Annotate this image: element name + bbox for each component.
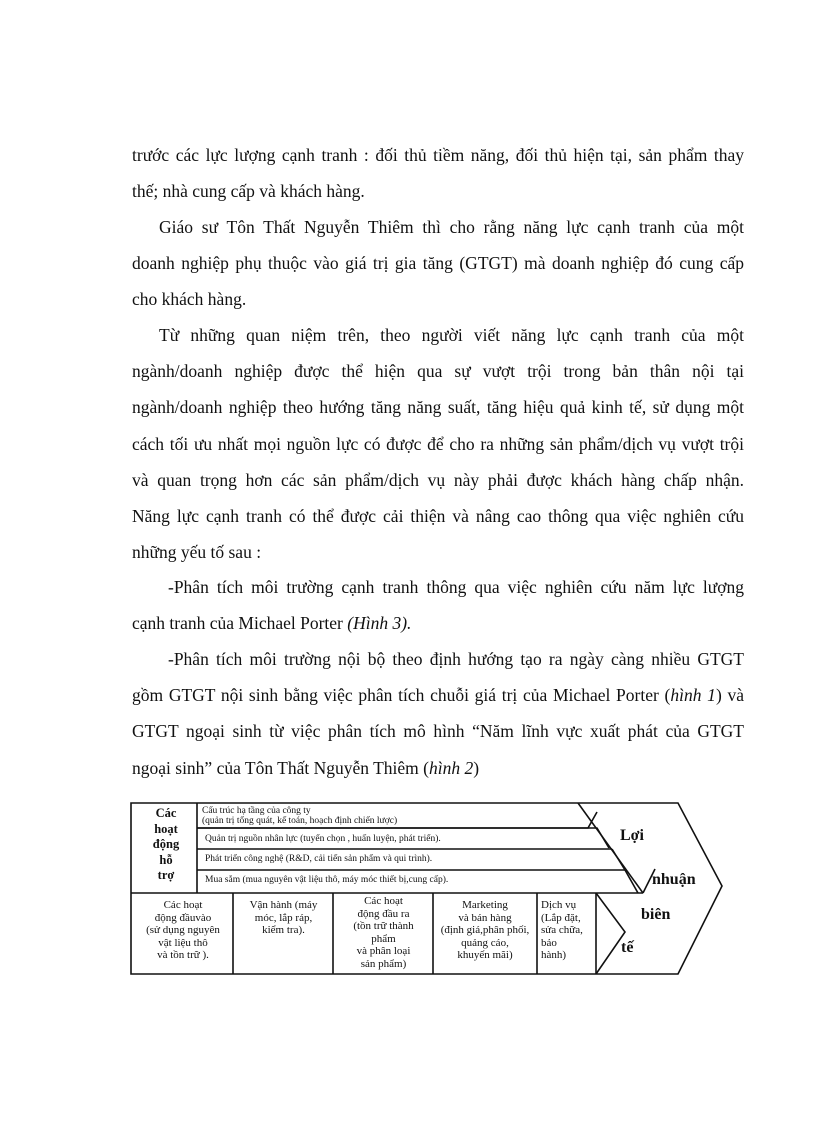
figure-reference: hình 2 <box>428 757 474 778</box>
cell-line: bảo <box>541 936 557 949</box>
header-word: hỗ <box>159 852 173 867</box>
cell-line: Các hoạt <box>163 899 203 911</box>
cell-line: Marketing <box>462 899 508 911</box>
header-word: trợ <box>157 868 175 882</box>
cell-line: Dịch vụ <box>541 899 577 911</box>
cell-line: hành) <box>541 949 567 961</box>
margin-word-nhuan: nhuận <box>652 871 696 888</box>
cell-line: và bán hàng <box>458 911 512 924</box>
text-line: những yếu tố sau : <box>132 542 262 563</box>
text-line: GTGT ngoại sinh từ việc phân tích mô hình “Năm lĩnh vực xuất phát của GTGT <box>132 721 744 742</box>
text-line: Từ những quan niệm trên, theo người viết năng lực cạnh tranh của một <box>159 325 744 345</box>
cell-line: Vận hành (máy <box>249 899 318 911</box>
text-line: và quan trọng hơn các sản phẩm/dịch vụ này phải được khách hàng chấp nhận. <box>132 469 744 490</box>
text-line: doanh nghiệp phụ thuộc vào giá trị gia tăng (GTGT) mà doanh nghiệp đó cung cấp <box>132 253 744 274</box>
row-line: (quản trị tổng quát, kế toán, hoạch định chiến lược) <box>202 816 398 826</box>
figure-reference: hình 1 <box>670 685 716 706</box>
cell-line: phẩm <box>371 932 396 945</box>
primary-inbound-logistics <box>133 899 233 962</box>
primary-service <box>541 899 597 962</box>
figure-reference: (Hình 3). <box>342 613 412 634</box>
cell-line: (sử dụng nguyên <box>146 924 220 936</box>
text-line: ngành/doanh nghiệp theo hướng tăng năng suất, tăng hiệu quả kinh tế, sử dụng một <box>132 397 744 418</box>
margin-word-bien: biên <box>641 906 671 923</box>
cell-line: sản phẩm) <box>360 957 407 970</box>
cell-line: động đầuvào <box>154 911 212 924</box>
cell-line: Các hoạt <box>364 895 403 907</box>
text-line: thế; nhà cung cấp và khách hàng. <box>132 181 365 202</box>
support-row-technology: Phát triển công nghệ (R&D, cải tiến sản phẩm và qui trình). <box>205 854 433 864</box>
cell-line: (định giá,phân phối, <box>440 924 530 936</box>
text-fragment: ) <box>473 757 480 778</box>
margin-word-te: tế <box>621 939 634 956</box>
support-row-infrastructure <box>202 806 397 826</box>
margin-word-loi: Lợi <box>620 827 644 844</box>
text-line: cho khách hàng. <box>132 289 247 310</box>
cell-line: động đầu ra <box>357 907 410 920</box>
header-word: Các <box>155 806 177 820</box>
header-word: hoạt <box>154 821 178 836</box>
text-line: Giáo sư Tôn Thất Nguyễn Thiêm thì cho rằng năng lực cạnh tranh của một <box>159 217 744 237</box>
text-line: cách tối ưu nhất mọi nguồn lực có được để cho ra những sản phẩm/dịch vụ vượt trội <box>132 433 744 454</box>
text-line: -Phân tích môi trường nội bộ theo định hướng tạo ra ngày càng nhiều GTGT <box>168 649 744 669</box>
text-line: Năng lực cạnh tranh có thể được cải thiện và nâng cao thông qua việc nghiên cứu <box>132 506 744 527</box>
text-fragment: ) và <box>715 685 744 706</box>
cell-line: và tồn trữ ). <box>157 949 209 961</box>
primary-outbound-logistics <box>334 895 433 973</box>
cell-line: sửa chữa, <box>541 924 583 936</box>
text-fragment: ngoại sinh” của Tôn Thất Nguyễn Thiêm ( <box>132 757 429 778</box>
primary-marketing-sales <box>432 899 538 962</box>
text-line: -Phân tích môi trường cạnh tranh thông qua việc nghiên cứu năm lực lượng <box>168 577 744 597</box>
cell-line: khuyến mãi) <box>457 949 513 961</box>
text-line: ngành/doanh nghiệp được thể hiện qua sự vượt trội trong bản thân nội tại <box>132 361 744 382</box>
cell-line: (tồn trữ thành <box>353 920 414 932</box>
cell-line: và phân loại <box>356 945 411 957</box>
cell-line: móc, lắp ráp, <box>254 911 313 924</box>
cell-line: kiểm tra). <box>262 924 305 936</box>
cell-line: (Lắp đặt, <box>541 911 581 924</box>
support-activities-header <box>136 806 196 884</box>
text-fragment: cạnh tranh của Michael Porter <box>132 613 343 634</box>
cell-line: quảng cáo, <box>461 936 509 949</box>
text-line: trước các lực lượng cạnh tranh : đối thủ tiềm năng, đối thủ hiện tại, sản phẩm thay <box>132 145 744 165</box>
primary-operations <box>234 899 333 937</box>
header-word: động <box>152 837 180 851</box>
cell-line: vật liệu thô <box>158 936 208 949</box>
text-fragment: gồm GTGT nội sinh bằng việc phân tích chuỗi giá trị của Michael Porter ( <box>132 685 671 706</box>
row-line: Cấu trúc hạ tầng của công ty <box>202 806 311 816</box>
support-row-hr: Quản trị nguồn nhân lực (tuyển chọn , huấn luyện, phát triển). <box>205 834 441 844</box>
support-row-procurement: Mua sắm (mua nguyên vật liệu thô, máy móc thiết bị,cung cấp). <box>205 875 449 885</box>
